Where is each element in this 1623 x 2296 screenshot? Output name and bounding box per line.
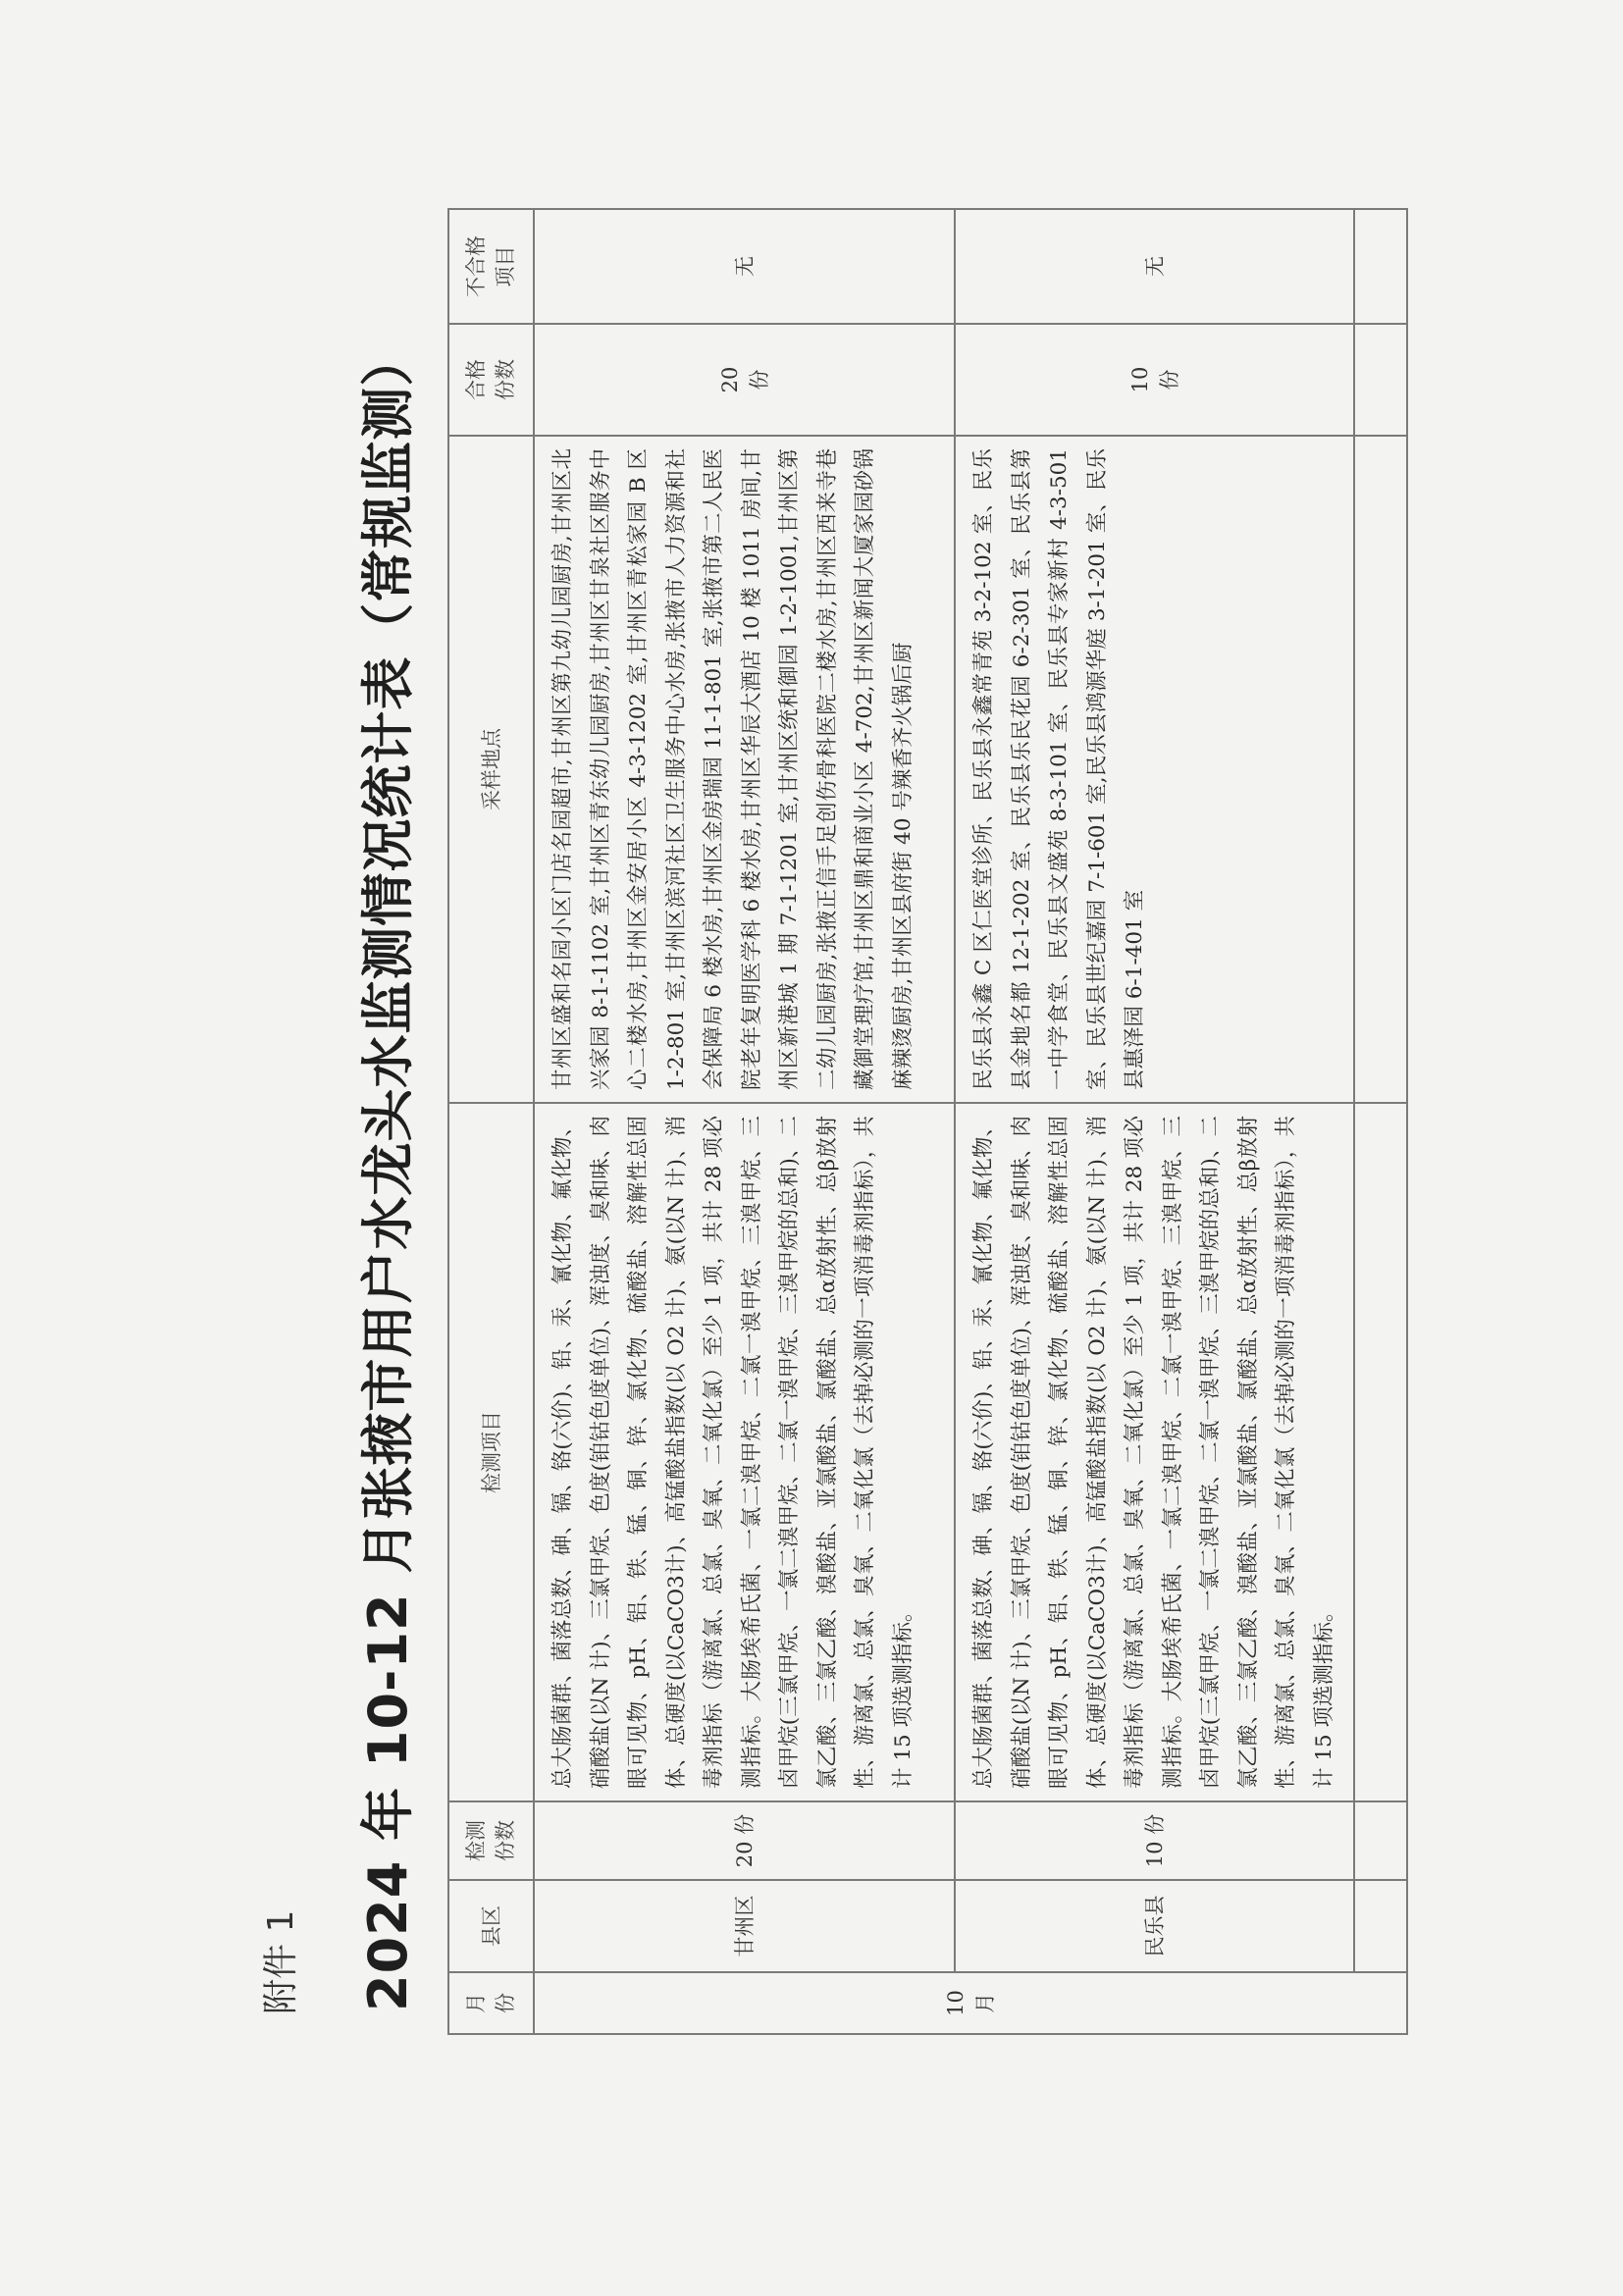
header-tested-count: 检测份数 bbox=[448, 1801, 534, 1880]
header-qualified: 合格份数 bbox=[448, 324, 534, 436]
table-row bbox=[955, 209, 1354, 2034]
empty-cell bbox=[1354, 324, 1407, 436]
qualified-cell: 20 份 bbox=[534, 324, 955, 436]
qualified-cell: 10 份 bbox=[955, 324, 1354, 436]
header-month: 月份 bbox=[448, 1972, 534, 2034]
header-unqualified-items: 不合格项目 bbox=[448, 209, 534, 324]
annex-label: 附件 1 bbox=[261, 1909, 301, 2014]
county-cell: 甘州区 bbox=[534, 1880, 955, 1972]
empty-cell bbox=[1354, 436, 1407, 1103]
empty-cell bbox=[1354, 1880, 1407, 1972]
header-items: 检测项目 bbox=[448, 1103, 534, 1801]
table-header-row bbox=[448, 209, 534, 2034]
unqualified-items-cell: 无 bbox=[534, 209, 955, 324]
county-cell: 民乐县 bbox=[955, 1880, 1354, 1972]
table-row-empty bbox=[1354, 209, 1407, 2034]
tested-count-cell: 20 份 bbox=[534, 1801, 955, 1880]
tested-count-cell: 10 份 bbox=[955, 1801, 1354, 1880]
table-row bbox=[534, 209, 955, 2034]
sites-cell: 民乐县永鑫 C 区仁医堂诊所、民乐县永鑫常青苑 3-2-102 室、民乐县金地名都 12-1-202 室、民乐县乐民花园 6-2-301 室、民乐县第一中学食堂、民乐县文盛苑 8-3-101 室、民乐县专家新村 4-3-501 室、民乐县世纪嘉园 7-1-601 室,民乐县鸿源华庭 3-1-201 室、民乐县惠泽园 6-1-401 室 bbox=[955, 436, 1354, 1103]
unqualified-items-cell: 无 bbox=[955, 209, 1354, 324]
items-cell: 总大肠菌群、菌落总数、砷、镉、铬(六价)、铅、汞、氰化物、氟化物、硝酸盐(以N 计)、三氯甲烷、色度(铂钴色度单位)、浑浊度、臭和味、肉眼可见物、pH、铝、铁、锰、铜、锌、氯化物、硫酸盐、溶解性总固体、总硬度(以CaCO3计)、高锰酸盐指数(以 O2 计)、氨(以N 计)、消毒剂指标（游离氯、总氯、臭氧、二氧化氯）至少 1 项，共计 28 项必测指标。大肠埃希氏菌、一氯二溴甲烷、二氯一溴甲烷、三溴甲烷、三卤甲烷(三氯甲烷、一氯二溴甲烷、二氯一溴甲烷、三溴甲烷的总和)、二氯乙酸、三氯乙酸、溴酸盐、亚氯酸盐、氯酸盐、总α放射性、总β放射性、游离氯、总氯、臭氧、二氧化氯（去掉必测的一项消毒剂指标），共计 15 项选测指标。 bbox=[534, 1103, 955, 1801]
header-sites: 采样地点 bbox=[448, 436, 534, 1103]
empty-cell bbox=[1354, 209, 1407, 324]
statistics-table bbox=[447, 208, 1408, 2035]
empty-cell bbox=[1354, 1103, 1407, 1801]
page-title: 2024 年 10-12 月张掖市用户水龙头水监测情况统计表（常规监测） bbox=[357, 332, 419, 2011]
month-cell: 10月 bbox=[534, 1972, 1407, 2034]
header-county: 县区 bbox=[448, 1880, 534, 1972]
empty-cell bbox=[1354, 1801, 1407, 1880]
items-cell: 总大肠菌群、菌落总数、砷、镉、铬(六价)、铅、汞、氰化物、氟化物、硝酸盐(以N 计)、三氯甲烷、色度(铂钴色度单位)、浑浊度、臭和味、肉眼可见物、pH、铝、铁、锰、铜、锌、氯化物、硫酸盐、溶解性总固体、总硬度(以CaCO3计)、高锰酸盐指数(以 O2 计)、氨(以N 计)、消毒剂指标（游离氯、总氯、臭氧、二氧化氯）至少 1 项，共计 28 项必测指标。大肠埃希氏菌、一氯二溴甲烷、二氯一溴甲烷、三溴甲烷、三卤甲烷(三氯甲烷、一氯二溴甲烷、二氯一溴甲烷、三溴甲烷的总和)、二氯乙酸、三氯乙酸、溴酸盐、亚氯酸盐、氯酸盐、总α放射性、总β放射性、游离氯、总氯、臭氧、二氧化氯（去掉必测的一项消毒剂指标），共计 15 项选测指标。 bbox=[955, 1103, 1354, 1801]
sites-cell: 甘州区盛和名园小区门店名园超市,甘州区第九幼儿园厨房,甘州区北兴家园 8-1-1102 室,甘州区青东幼儿园厨房,甘州区甘泉社区服务中心二楼水房,甘州区金安居小区 4-3-1202 室,甘州区青松家园 B 区 1-2-801 室,甘州区滨河社区卫生服务中心水房,张掖市人力资源和社会保障局 6 楼水房,甘州区金房瑞园 11-1-801 室,张掖市第二人民医院老年复明医学科 6 楼水房,甘州区华辰大酒店 10 楼 1011 房间,甘州区新港城 1 期 7-1-1201 室,甘州区统和御园 1-2-1001,甘州区第二幼儿园厨房,张掖正信手足创伤骨科医院二楼水房,甘州区西来寺巷藏御堂理疗馆,甘州区鼎和商业小区 4-702,甘州区新闻大厦家园砂锅麻辣烫厨房,甘州区县府街 40 号辣香齐火锅后厨 bbox=[534, 436, 955, 1103]
